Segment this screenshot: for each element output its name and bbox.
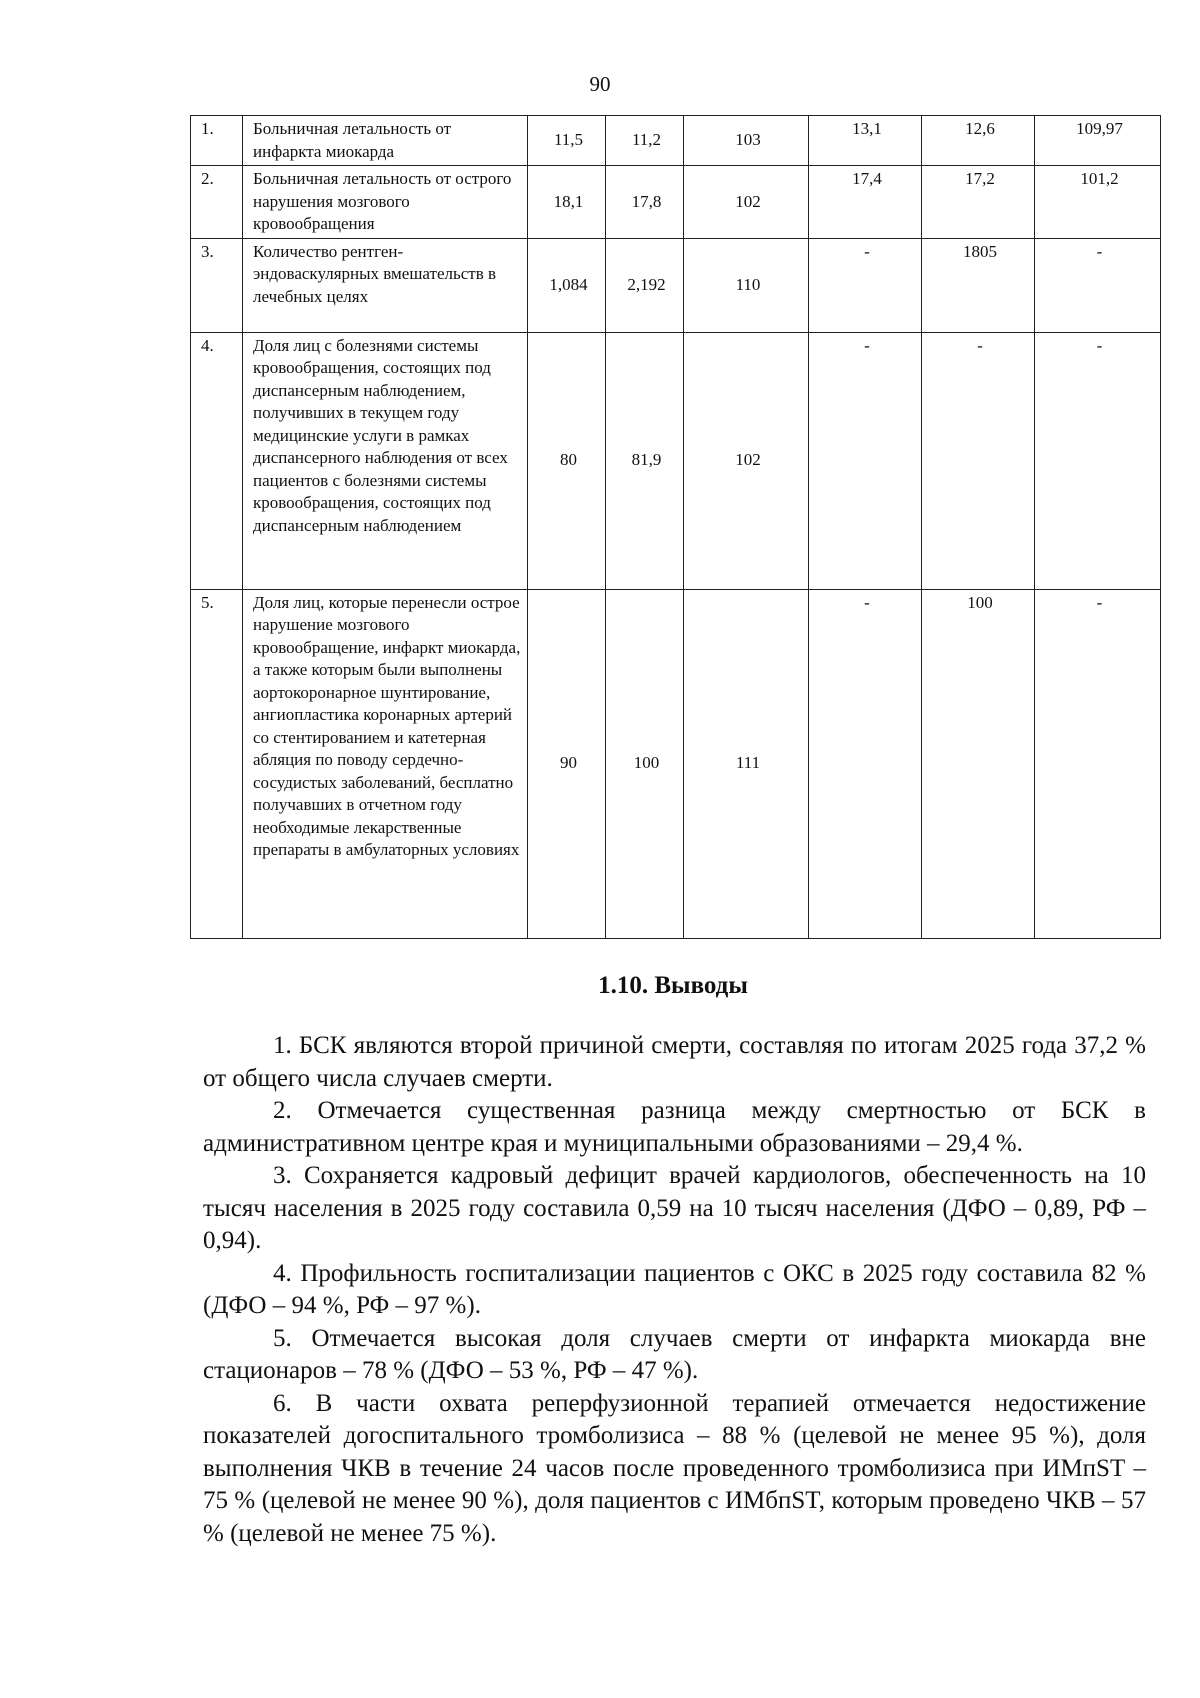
value-cell: -: [809, 332, 922, 589]
value-cell: -: [1035, 589, 1161, 938]
value-cell: 100: [606, 589, 684, 938]
conclusion-item: 4. Профильность госпитализации пациентов с ОКС в 2025 году составила 82 % (ДФО – 94 %, РФ – 97 %).: [203, 1259, 1146, 1319]
value-cell: 1,084: [528, 238, 606, 332]
indicator-name: Количество рентген-эндоваскулярных вмешательств в лечебных целях: [243, 238, 528, 332]
row-number: 4.: [191, 332, 243, 589]
value-cell: 90: [528, 589, 606, 938]
value-cell: 11,2: [606, 116, 684, 166]
table-row: [191, 589, 1161, 938]
table-row: [191, 332, 1161, 589]
section-title: 1.10. Выводы: [598, 972, 748, 999]
value-cell: 18,1: [528, 166, 606, 239]
value-cell: 80: [528, 332, 606, 589]
value-cell: -: [922, 332, 1035, 589]
value-cell: 101,2: [1035, 166, 1161, 239]
conclusion-item: 3. Сохраняется кадровый дефицит врачей кардиологов, обеспеченность на 10 тысяч населения в 2025 году составила 0,59 на 10 тысяч населения (ДФО – 0,89, РФ – 0,94).: [203, 1162, 1146, 1254]
value-cell: 1805: [922, 238, 1035, 332]
value-cell: 81,9: [606, 332, 684, 589]
value-cell: 102: [684, 332, 809, 589]
value-cell: 109,97: [1035, 116, 1161, 166]
value-cell: 12,6: [922, 116, 1035, 166]
indicator-name: Больничная летальность от инфаркта миокарда: [243, 116, 528, 166]
value-cell: 102: [684, 166, 809, 239]
value-cell: 13,1: [809, 116, 922, 166]
value-cell: 103: [684, 116, 809, 166]
indicator-name: Больничная летальность от острого нарушения мозгового кровообращения: [243, 166, 528, 239]
conclusion-item: 5. Отмечается высокая доля случаев смерти от инфаркта миокарда вне стационаров – 78 % (ДФО – 53 %, РФ – 47 %).: [203, 1324, 1146, 1384]
indicator-name: Доля лиц, которые перенесли острое нарушение мозгового кровообращение, инфаркт миокарда, а также которым были выполнены аортокоронарное шунтирование, ангиопластика коронарных артерий со стентированием и катетерная абляция по поводу сердечно-сосудистых заболеваний, бесплатно получавших в отчетном году необходимые лекарственные препараты в амбулаторных условиях: [243, 589, 528, 938]
row-number: 5.: [191, 589, 243, 938]
value-cell: 110: [684, 238, 809, 332]
value-cell: 11,5: [528, 116, 606, 166]
table-row: [191, 116, 1161, 166]
value-cell: -: [809, 589, 922, 938]
value-cell: -: [1035, 332, 1161, 589]
conclusion-item: 1. БСК являются второй причиной смерти, составляя по итогам 2025 года 37,2 % от общего числа случаев смерти.: [203, 1032, 1146, 1092]
row-number: 2.: [191, 166, 243, 239]
value-cell: -: [1035, 238, 1161, 332]
conclusion-item: 6. В части охвата реперфузионной терапией отмечается недостижение показателей догоспитального тромболизиса – 88 % (целевой не менее 95 %), доля выполнения ЧКВ в течение 24 часов после проведенного тромболизиса при ИМпST – 75 % (целевой не менее 90 %), доля пациентов с ИМбпST, которым проведено ЧКВ – 57 % (целевой не менее 75 %).: [203, 1389, 1146, 1547]
conclusions-list: [203, 1030, 1146, 1550]
conclusion-item: 2. Отмечается существенная разница между смертностью от БСК в административном центре края и муниципальными образованиями – 29,4 %.: [203, 1097, 1146, 1157]
row-number: 1.: [191, 116, 243, 166]
value-cell: 100: [922, 589, 1035, 938]
value-cell: 17,2: [922, 166, 1035, 239]
value-cell: 111: [684, 589, 809, 938]
row-number: 3.: [191, 238, 243, 332]
table-row: [191, 166, 1161, 239]
indicator-name: Доля лиц с болезнями системы кровообращения, состоящих под диспансерным наблюдением, получивших в текущем году медицинские услуги в рамках диспансерного наблюдения от всех пациентов с болезнями системы кровообращения, состоящих под диспансерным наблюдением: [243, 332, 528, 589]
table-row: [191, 238, 1161, 332]
value-cell: 17,8: [606, 166, 684, 239]
indicators-table: [190, 115, 1161, 939]
value-cell: 2,192: [606, 238, 684, 332]
page-number: 90: [589, 72, 611, 96]
value-cell: 17,4: [809, 166, 922, 239]
value-cell: -: [809, 238, 922, 332]
